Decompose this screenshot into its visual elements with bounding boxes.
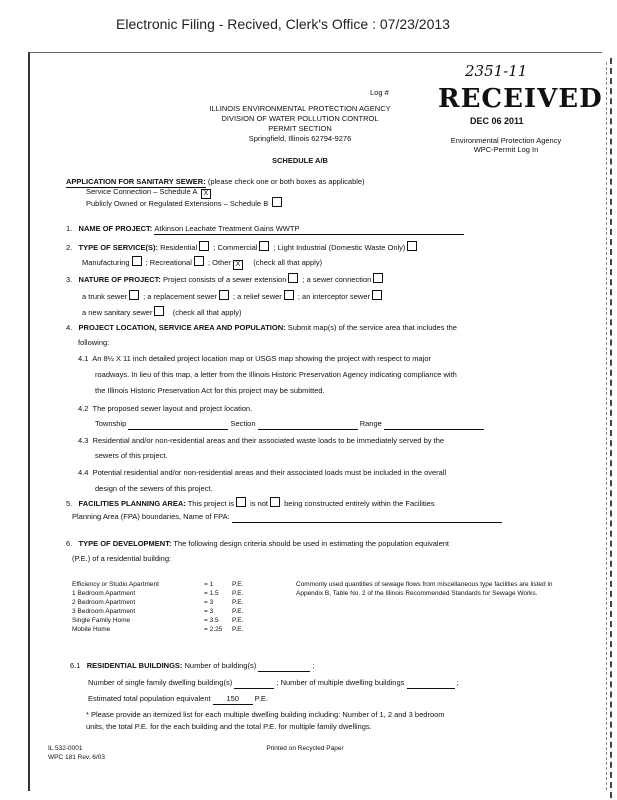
fpa-is-checkbox[interactable] xyxy=(236,497,246,507)
item-4-3-text-2: sewers of this project. xyxy=(95,451,168,460)
item-2-number: 2. xyxy=(66,243,73,252)
item-5 xyxy=(66,497,435,509)
pe-row xyxy=(72,598,272,607)
pe-unit: P.E. xyxy=(232,599,244,606)
item-5-text-2: is not xyxy=(250,499,269,508)
commercial-label: ; Commercial xyxy=(213,243,258,252)
item-4-1-text-2: roadways. In lieu of this map, a letter from the Illinois Historic Preservation Agency indicating compliance with xyxy=(95,370,457,379)
form-revision: WPC 181 Rev. 6/03 xyxy=(48,754,105,761)
pe-eq: = 3 xyxy=(204,599,214,606)
residential-checkbox[interactable] xyxy=(199,241,209,251)
pe-unit: P.E. xyxy=(232,581,244,588)
pe-row xyxy=(72,589,272,598)
item-6-text-2: (P.E.) of a residential building: xyxy=(72,554,172,563)
item-5-text-1: This project is xyxy=(187,499,234,508)
multiple-dwelling-field[interactable] xyxy=(407,678,455,689)
received-text: RECEIVED xyxy=(438,84,603,114)
item-1-number: 1. xyxy=(66,224,73,233)
pe-unit: P.E. xyxy=(232,590,244,597)
agency-line-3: PERMIT SECTION xyxy=(268,124,332,133)
township-field[interactable] xyxy=(128,419,228,430)
residential-note-2: units, the total P.E. for the each building and the total P.E. for multiple family dwellings. xyxy=(86,722,372,731)
pe-eq: = 3.5 xyxy=(204,617,219,624)
schedule-title: SCHEDULE A/B xyxy=(272,156,328,165)
received-stamp xyxy=(430,80,603,160)
item-4-text: Submit map(s) of the service area that includes the xyxy=(287,323,457,332)
item-3-line-3 xyxy=(82,306,242,318)
relief-sewer-checkbox[interactable] xyxy=(284,290,294,300)
printed-recycled: Printed on Recycled Paper xyxy=(266,745,344,752)
project-name-field[interactable]: Atkinson Leachate Treatment Gains WWTP xyxy=(154,224,464,235)
pe-eq: = 1 xyxy=(204,581,214,588)
other-checkbox[interactable]: X xyxy=(233,260,243,270)
option-a-label: Service Connection – Schedule A xyxy=(86,187,197,196)
item-4-following: following: xyxy=(78,338,110,347)
item-4-2-text: The proposed sewer layout and project location. xyxy=(92,404,253,413)
dwelling-counts-row: Number of single family dwelling building(s) ; Number of multiple dwelling buildings ; xyxy=(88,678,459,687)
estimated-pe-row xyxy=(88,694,268,705)
option-b-row xyxy=(86,197,284,209)
residential-text: Number of building(s) xyxy=(184,661,257,670)
item-4-label: PROJECT LOCATION, SERVICE AREA AND POPULATION: xyxy=(78,323,286,332)
pe-row xyxy=(72,607,272,616)
range-label: Range xyxy=(359,419,382,428)
trunk-sewer-checkbox[interactable] xyxy=(129,290,139,300)
item-4-4-number: 4.4 xyxy=(78,468,89,477)
item-4-3-number: 4.3 xyxy=(78,436,89,445)
scan-edge-line-inner xyxy=(606,62,608,790)
location-fields-row xyxy=(95,419,484,430)
new-sanitary-sewer-checkbox[interactable] xyxy=(154,306,164,316)
application-label: APPLICATION FOR SANITARY SEWER: xyxy=(66,177,206,186)
received-agency-name: Environmental Protection Agency xyxy=(450,136,562,145)
item-5-text-4: Planning Area (FPA) boundaries, Name of FPA: xyxy=(72,512,230,521)
pe-row xyxy=(72,625,272,634)
item-1 xyxy=(66,224,464,235)
item-4-4-text-2: design of the sewers of this project. xyxy=(95,484,213,493)
item-4-number: 4. xyxy=(66,323,73,332)
pe-table xyxy=(72,580,272,634)
pe-type: Efficiency or Studio Apartment xyxy=(72,581,159,588)
estimated-pe-field[interactable]: 150 xyxy=(213,694,253,705)
item-4-4-line-1 xyxy=(78,468,446,478)
range-field[interactable] xyxy=(384,419,484,430)
commercial-checkbox[interactable] xyxy=(259,241,269,251)
interceptor-sewer-label: ; an interceptor sewer xyxy=(297,292,371,301)
item-4-2-number: 4.2 xyxy=(78,404,89,413)
received-log: WPC-Permit Log In xyxy=(473,145,539,154)
application-instruction: (please check one or both boxes as applicable) xyxy=(207,177,365,186)
section-label: Section xyxy=(230,419,256,428)
item-4-3-line-1 xyxy=(78,436,444,446)
received-agency xyxy=(436,136,576,154)
interceptor-sewer-checkbox[interactable] xyxy=(372,290,382,300)
pe-type: 2 Bedroom Apartment xyxy=(72,599,136,606)
item-6-label: TYPE OF DEVELOPMENT: xyxy=(78,539,172,548)
item-2-line-2 xyxy=(82,256,322,270)
item-4-1-text-1: An 8½ X 11 inch detailed project location map or USGS map showing the project with respect to major xyxy=(92,354,431,363)
pe-note: Commonly used quantities of sewage flows from miscellaneous type facilities are listed in Appendix B, Table No. 2 of the Illinois Recommended Standards for Sewage Works. xyxy=(296,581,553,597)
fpa-is-not-checkbox[interactable] xyxy=(270,497,280,507)
residential-label: Residential xyxy=(160,243,198,252)
pe-unit: P.E. xyxy=(232,608,244,615)
agency-line-1: ILLINOIS ENVIRONMENTAL PROTECTION AGENCY xyxy=(209,104,391,113)
pe-unit: P.E. xyxy=(232,617,244,624)
section-field[interactable] xyxy=(258,419,358,430)
item-5-number: 5. xyxy=(66,499,73,508)
option-b-checkbox[interactable] xyxy=(272,197,282,207)
residential-note-1: * Please provide an itemized list for each multiple dwelling building including: Number of 1, 2 and 3 bedroom xyxy=(86,710,445,719)
township-label: Township xyxy=(95,419,127,428)
manufacturing-label: Manufacturing xyxy=(82,258,130,267)
pe-eq: = 1.5 xyxy=(204,590,219,597)
item-4-4-text-1: Potential residential and/or non-residential areas and their associated loads must be included in the overall xyxy=(92,468,447,477)
received-date: DEC 06 2011 xyxy=(470,116,524,126)
item-6-text-1: The following design criteria should be used in estimating the population equivalent xyxy=(173,539,450,548)
pe-row xyxy=(72,616,272,625)
other-label: ; Other xyxy=(208,258,231,267)
item-4-1-number: 4.1 xyxy=(78,354,89,363)
pe-type: Single Family Home xyxy=(72,617,131,624)
item-5-label: FACILITIES PLANNING AREA: xyxy=(78,499,186,508)
sewer-extension-checkbox[interactable] xyxy=(288,273,298,283)
new-sanitary-sewer-label: a new sanitary sewer xyxy=(82,308,153,317)
item-5-line-2 xyxy=(72,512,502,523)
pe-type: 3 Bedroom Apartment xyxy=(72,608,136,615)
pe-row xyxy=(72,580,272,589)
pe-type: 1 Bedroom Apartment xyxy=(72,590,136,597)
item-4-1-text-3: the Illinois Historic Preservation Act for this project may be submitted. xyxy=(95,386,325,395)
option-b-label: Publicly Owned or Regulated Extensions – Schedule B xyxy=(86,199,269,208)
light-industrial-checkbox[interactable] xyxy=(407,241,417,251)
replacement-sewer-checkbox[interactable] xyxy=(219,290,229,300)
sewer-connection-label: ; a sewer connection xyxy=(302,275,372,284)
item-2 xyxy=(66,241,419,253)
residential-number: 6.1 xyxy=(70,661,81,670)
pe-type: Mobile Home xyxy=(72,626,111,633)
option-a-checkbox[interactable]: X xyxy=(201,189,211,199)
item-6 xyxy=(66,539,449,549)
recreational-checkbox[interactable] xyxy=(194,256,204,266)
building-count-field[interactable] xyxy=(258,661,310,672)
item-4-3-text-1: Residential and/or non-residential areas and their associated waste loads to be immediately served by the xyxy=(92,436,445,445)
item-6-number: 6. xyxy=(66,539,73,548)
scan-edge-line xyxy=(610,58,614,798)
light-industrial-label: ; Light Industrial (Domestic Waste Only) xyxy=(273,243,406,252)
fpa-name-field[interactable] xyxy=(232,512,502,523)
item-4-1-line-1 xyxy=(78,354,431,364)
item-3 xyxy=(66,273,385,285)
sewer-extension-label: Project consists of a sewer extension xyxy=(163,275,287,284)
form-number-line: IL 532-0001 xyxy=(48,745,83,752)
agency-header xyxy=(150,104,450,144)
single-family-label: Number of single family dwelling building(s) xyxy=(88,678,233,687)
multiple-dwelling-label: ; Number of multiple dwelling buildings xyxy=(276,678,405,687)
residential-buildings: 6.1 RESIDENTIAL BUILDINGS: Number of building(s) ; xyxy=(70,661,315,670)
agency-line-4: Springfield, Illinois 62794-9276 xyxy=(248,134,352,143)
item-4-2 xyxy=(78,404,252,414)
replacement-sewer-label: ; a replacement sewer xyxy=(143,292,217,301)
relief-sewer-label: ; a relief sewer xyxy=(233,292,282,301)
item-4 xyxy=(66,323,457,333)
estimated-pe-unit: P.E. xyxy=(254,694,268,703)
sewer-connection-checkbox[interactable] xyxy=(373,273,383,283)
log-number: 2351-11 xyxy=(465,62,528,80)
item-2-label: TYPE OF SERVICE(S): xyxy=(78,243,158,252)
pe-unit: P.E. xyxy=(232,626,244,633)
item-3-line-2 xyxy=(82,290,384,302)
manufacturing-checkbox[interactable] xyxy=(132,256,142,266)
item-5-text-3: being constructed entirely within the Facilities xyxy=(284,499,435,508)
form-number xyxy=(48,744,105,762)
trunk-sewer-label: a trunk sewer xyxy=(82,292,128,301)
item-3-number: 3. xyxy=(66,275,73,284)
agency-line-2: DIVISION OF WATER POLLUTION CONTROL xyxy=(221,114,379,123)
item-3-label: NATURE OF PROJECT: xyxy=(78,275,161,284)
pe-eq: = 3 xyxy=(204,608,214,615)
item-3-check-all: (check all that apply) xyxy=(172,308,242,317)
residential-label: RESIDENTIAL BUILDINGS: xyxy=(86,661,183,670)
log-label: Log # xyxy=(370,88,389,97)
single-family-field[interactable] xyxy=(234,678,274,689)
recreational-label: ; Recreational xyxy=(145,258,192,267)
item-1-label: NAME OF PROJECT: xyxy=(78,224,153,233)
filing-banner: Electronic Filing - Recived, Clerk's Office : 07/23/2013 xyxy=(116,16,450,32)
estimated-pe-label: Estimated total population equivalent xyxy=(88,694,211,703)
item-2-check-all: (check all that apply) xyxy=(253,258,323,267)
pe-eq: = 2.25 xyxy=(204,626,223,633)
